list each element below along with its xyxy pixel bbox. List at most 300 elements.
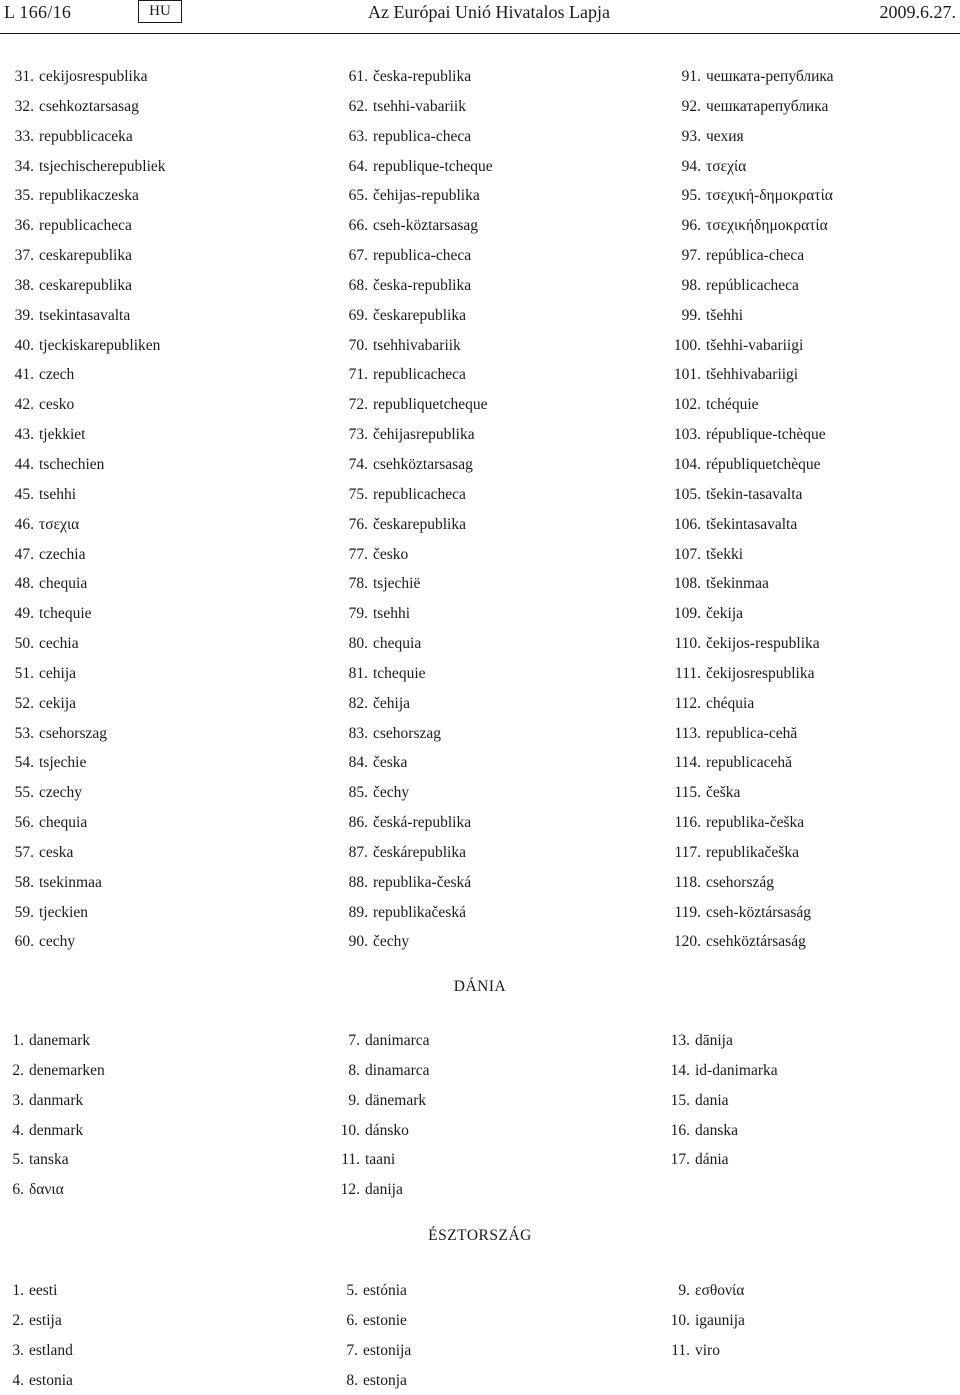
item-number: 80. (348, 635, 368, 653)
item-number: 60. (14, 933, 34, 951)
list-item (4, 689, 166, 719)
item-text: tsehhi-vabariik (373, 97, 466, 115)
item-number: 2. (12, 1311, 24, 1329)
estonia-list-column-2 (338, 1276, 411, 1395)
item-text: cekija (39, 694, 77, 712)
item-number: 53. (14, 724, 34, 742)
item-number: 39. (14, 306, 34, 324)
item-number: 118. (674, 873, 701, 891)
item-text: republiquetcheque (373, 396, 488, 414)
list-item (338, 122, 493, 152)
item-text: csehorszag (39, 724, 107, 742)
item-number: 9. (348, 1091, 360, 1109)
list-item (338, 838, 493, 868)
item-text: tsekintasavalta (39, 306, 131, 324)
item-text: tsjechischerepubliek (39, 157, 166, 175)
list-item (338, 569, 493, 599)
item-number: 47. (14, 545, 34, 563)
list-item (4, 569, 166, 599)
item-number: 75. (348, 485, 368, 503)
item-number: 8. (348, 1061, 360, 1079)
item-text: ceskarepublika (39, 276, 132, 294)
list-item (4, 1086, 105, 1116)
item-number: 13. (670, 1032, 690, 1049)
item-text: dänemark (365, 1091, 427, 1109)
list-item (338, 808, 493, 838)
list-item (4, 122, 166, 152)
list-item (338, 1276, 411, 1306)
item-number: 48. (14, 575, 34, 593)
page-header (0, 0, 960, 32)
item-text: république-tchèque (706, 426, 826, 444)
item-text: čechy (373, 784, 410, 802)
item-number: 86. (348, 814, 368, 832)
item-number: 56. (14, 814, 34, 832)
item-text: tsjechie (39, 754, 87, 772)
list-item (338, 331, 493, 361)
item-text: república-checa (706, 247, 805, 265)
item-text: tšehhivabariigi (706, 366, 799, 384)
list-item (338, 629, 493, 659)
list-item (663, 510, 834, 540)
item-number: 90. (348, 933, 368, 951)
item-number: 83. (348, 724, 368, 742)
item-number: 95. (681, 187, 701, 205)
item-number: 70. (348, 336, 368, 354)
list-item (663, 360, 834, 390)
item-number: 117. (674, 843, 701, 861)
item-number: 9. (678, 1282, 690, 1299)
item-number: 114. (674, 754, 701, 772)
item-text: česka-republika (373, 276, 472, 294)
item-number: 52. (14, 694, 34, 712)
item-number: 92. (681, 97, 701, 115)
list-item (338, 450, 493, 480)
item-number: 82. (348, 694, 368, 712)
list-item (663, 927, 834, 957)
item-number: 1. (12, 1282, 24, 1299)
list-item (663, 420, 834, 450)
item-text: čehija (373, 694, 411, 712)
list-item (4, 599, 166, 629)
item-text: tšekinmaa (706, 575, 769, 593)
item-number: 107. (673, 545, 701, 563)
list-item (338, 719, 493, 749)
denmark-list-column-2 (334, 1026, 430, 1205)
list-item (338, 241, 493, 271)
item-number: 68. (348, 276, 368, 294)
item-text: republika-česká (373, 873, 472, 891)
item-number: 106. (673, 515, 701, 533)
list-item (338, 181, 493, 211)
item-text: τσεχια (39, 515, 80, 533)
list-item (338, 778, 493, 808)
list-item (663, 92, 834, 122)
item-text: estonia (29, 1371, 73, 1389)
item-number: 43. (14, 426, 34, 444)
list-item (4, 838, 166, 868)
item-text: τσεχία (706, 157, 747, 175)
item-number: 32. (14, 97, 34, 115)
list-item (338, 271, 493, 301)
item-text: chéquia (706, 694, 755, 712)
item-text: tanska (29, 1151, 69, 1169)
item-text: tchequie (373, 664, 426, 682)
item-text: cseh-köztarsasag (373, 217, 479, 235)
item-number: 57. (14, 843, 34, 861)
list-item (663, 122, 834, 152)
item-text: danmark (29, 1091, 84, 1109)
item-number: 84. (348, 754, 368, 772)
item-number: 38. (14, 276, 34, 294)
item-number: 36. (14, 217, 34, 235)
list-item (338, 360, 493, 390)
header-divider (0, 33, 960, 34)
list-item (338, 211, 493, 241)
item-text: tsjechië (373, 575, 421, 593)
item-text: cechy (39, 933, 76, 951)
item-number: 119. (674, 903, 701, 921)
estonia-list-column-3 (664, 1276, 745, 1366)
item-text: tšekin-tasavalta (706, 485, 803, 503)
item-text: chequia (39, 575, 88, 593)
list-item (4, 92, 166, 122)
item-text: tšekintasavalta (706, 515, 798, 533)
item-text: czechy (39, 784, 83, 802)
list-item (664, 1306, 745, 1336)
item-number: 112. (674, 694, 701, 712)
list-item (4, 480, 166, 510)
list-item (4, 808, 166, 838)
item-number: 49. (14, 605, 34, 623)
list-item (334, 1056, 430, 1086)
list-item (663, 868, 834, 898)
list-item (338, 898, 493, 928)
item-number: 74. (348, 455, 368, 473)
item-number: 6. (346, 1311, 358, 1329)
list-item (4, 450, 166, 480)
list-item (4, 927, 166, 957)
item-text: ceskarepublika (39, 247, 132, 265)
item-text: čekija (706, 605, 744, 623)
item-number: 3. (12, 1091, 24, 1109)
item-number: 37. (14, 247, 34, 265)
item-number: 31. (14, 68, 34, 85)
item-text: tschechien (39, 455, 105, 473)
item-text: tjekkiet (39, 426, 86, 444)
item-text: česka-republika (373, 68, 472, 85)
item-text: čekijos-respublika (706, 635, 820, 653)
list-item (663, 689, 834, 719)
item-text: républiquetchèque (706, 455, 821, 473)
item-text: čechy (373, 933, 410, 951)
item-number: 97. (681, 247, 701, 265)
list-item (338, 92, 493, 122)
list-item (4, 540, 166, 570)
item-text: csehorszag (373, 724, 441, 742)
list-item (338, 540, 493, 570)
list-item (4, 181, 166, 211)
item-text: českárepublika (373, 843, 466, 861)
item-number: 50. (14, 635, 34, 653)
item-text: dānija (695, 1032, 733, 1049)
item-number: 54. (14, 754, 34, 772)
list-item (663, 211, 834, 241)
list-item (338, 868, 493, 898)
item-text: republicacheca (39, 217, 132, 235)
item-text: dánia (695, 1151, 729, 1169)
item-number: 45. (14, 485, 34, 503)
item-text: estónia (363, 1282, 407, 1299)
item-text: estland (29, 1341, 73, 1359)
item-text: dinamarca (365, 1061, 430, 1079)
list-item (338, 748, 493, 778)
list-item (4, 1306, 73, 1336)
item-number: 64. (348, 157, 368, 175)
list-item (338, 480, 493, 510)
item-text: τσεχικήδημοκρατία (706, 217, 828, 235)
item-number: 113. (674, 724, 701, 742)
item-text: českarepublika (373, 306, 466, 324)
list-item (664, 1026, 778, 1056)
item-number: 51. (14, 664, 34, 682)
item-text: tšehhi-vabariigi (706, 336, 804, 354)
list-item (4, 211, 166, 241)
item-number: 10. (670, 1311, 690, 1329)
item-text: cseh-köztársaság (706, 903, 812, 921)
item-number: 5. (12, 1151, 24, 1169)
item-number: 7. (346, 1341, 358, 1359)
item-text: czech (39, 366, 75, 384)
czech-list-column-1 (4, 62, 166, 957)
item-number: 100. (673, 336, 701, 354)
list-item (663, 301, 834, 331)
list-item (4, 1056, 105, 1086)
list-item (4, 510, 166, 540)
item-text: dánsko (365, 1121, 409, 1139)
item-text: danska (695, 1121, 739, 1139)
item-text: republika-češka (706, 814, 805, 832)
item-text: republica-checa (373, 247, 472, 265)
item-text: danimarca (365, 1032, 430, 1049)
language-code-box: HU (138, 0, 182, 23)
page-number: L 166/16 (4, 2, 72, 22)
list-item (4, 1175, 105, 1205)
item-text: česko (373, 545, 409, 563)
item-text: taani (365, 1151, 396, 1169)
item-text: csehköztársaság (706, 933, 806, 951)
item-text: id-danimarka (695, 1061, 778, 1079)
list-item (664, 1336, 745, 1366)
item-text: tjeckien (39, 903, 89, 921)
item-number: 11. (671, 1341, 690, 1359)
item-number: 87. (348, 843, 368, 861)
item-text: tšekki (706, 545, 744, 563)
list-item (663, 569, 834, 599)
item-text: τσεχική-δημοκρατία (706, 187, 833, 205)
item-number: 16. (670, 1121, 690, 1139)
item-text: denmark (29, 1121, 84, 1139)
estonia-list-column-1 (4, 1276, 73, 1395)
item-number: 59. (14, 903, 34, 921)
item-number: 6. (12, 1181, 24, 1199)
item-text: tsekinmaa (39, 873, 102, 891)
item-text: republica-cehă (706, 724, 798, 742)
item-text: csehköztarsasag (373, 455, 473, 473)
item-text: republikaczeska (39, 187, 139, 205)
list-item (664, 1116, 778, 1146)
item-text: danija (365, 1181, 403, 1199)
item-number: 44. (14, 455, 34, 473)
item-text: republicacheca (373, 366, 466, 384)
item-text: tsehhi (39, 485, 77, 503)
list-item (4, 390, 166, 420)
list-item (338, 301, 493, 331)
item-number: 15. (670, 1091, 690, 1109)
list-item (338, 599, 493, 629)
item-text: cechia (39, 635, 79, 653)
item-number: 111. (675, 664, 701, 682)
item-number: 10. (340, 1121, 360, 1139)
list-item (4, 331, 166, 361)
item-text: чешкатарепублика (706, 97, 829, 115)
item-number: 115. (674, 784, 701, 802)
item-text: igaunija (695, 1311, 745, 1329)
item-number: 96. (681, 217, 701, 235)
item-number: 116. (674, 814, 701, 832)
list-item (338, 1366, 411, 1395)
item-text: chequia (39, 814, 88, 832)
list-item (338, 1336, 411, 1366)
list-item (4, 1366, 73, 1395)
item-text: tsehhivabariik (373, 336, 461, 354)
item-number: 58. (14, 873, 34, 891)
list-item (663, 241, 834, 271)
item-text: cesko (39, 396, 75, 414)
list-item (4, 1116, 105, 1146)
publication-date: 2009.6.27. (879, 2, 956, 22)
item-number: 103. (673, 426, 701, 444)
item-number: 62. (348, 97, 368, 115)
item-number: 99. (681, 306, 701, 324)
item-number: 4. (12, 1371, 24, 1389)
list-item (334, 1175, 430, 1205)
item-text: tchéquie (706, 396, 759, 414)
item-text: českarepublika (373, 515, 466, 533)
list-item (663, 838, 834, 868)
item-text: denemarken (29, 1061, 105, 1079)
list-item (4, 868, 166, 898)
list-item (334, 1026, 430, 1056)
list-item (4, 62, 166, 92)
item-text: ceska (39, 843, 74, 861)
item-number: 98. (681, 276, 701, 294)
item-number: 78. (348, 575, 368, 593)
item-number: 94. (681, 157, 701, 175)
list-item (663, 629, 834, 659)
list-item (663, 480, 834, 510)
item-text: cehija (39, 664, 77, 682)
item-number: 8. (346, 1371, 358, 1389)
item-number: 3. (12, 1341, 24, 1359)
item-number: 63. (348, 127, 368, 145)
item-number: 34. (14, 157, 34, 175)
item-text: estija (29, 1311, 62, 1329)
item-number: 93. (681, 127, 701, 145)
list-item (4, 271, 166, 301)
list-item (4, 1336, 73, 1366)
item-number: 14. (670, 1061, 690, 1079)
list-item (663, 599, 834, 629)
item-number: 91. (681, 68, 701, 85)
list-item (334, 1086, 430, 1116)
list-item (4, 1276, 73, 1306)
item-text: chequia (373, 635, 422, 653)
item-number: 35. (14, 187, 34, 205)
list-item (664, 1276, 745, 1306)
denmark-list-column-3 (664, 1026, 778, 1175)
list-item (338, 689, 493, 719)
item-text: estonie (363, 1311, 407, 1329)
item-text: republique-tcheque (373, 157, 493, 175)
item-number: 102. (673, 396, 701, 414)
list-item (663, 62, 834, 92)
item-text: čehijas-republika (373, 187, 480, 205)
list-item (663, 778, 834, 808)
list-item (663, 450, 834, 480)
item-number: 1. (12, 1032, 24, 1049)
item-text: estonija (363, 1341, 412, 1359)
item-number: 11. (341, 1151, 360, 1169)
item-number: 110. (674, 635, 701, 653)
item-number: 105. (673, 485, 701, 503)
item-text: repubblicaceka (39, 127, 133, 145)
list-item (338, 1306, 411, 1336)
denmark-list-column-1 (4, 1026, 105, 1205)
item-number: 79. (348, 605, 368, 623)
item-text: tjeckiskarepubliken (39, 336, 161, 354)
journal-title: Az Európai Unió Hivatalos Lapja (368, 2, 610, 22)
item-number: 120. (673, 933, 701, 951)
list-item (664, 1145, 778, 1175)
list-item (663, 271, 834, 301)
item-number: 71. (348, 366, 368, 384)
item-number: 4. (12, 1121, 24, 1139)
item-text: tchequie (39, 605, 92, 623)
item-number: 46. (14, 515, 34, 533)
item-number: 41. (14, 366, 34, 384)
item-text: republikačeška (706, 843, 799, 861)
item-text: tšehhi (706, 306, 744, 324)
item-number: 72. (348, 396, 368, 414)
item-number: 40. (14, 336, 34, 354)
list-item (4, 152, 166, 182)
list-item (4, 629, 166, 659)
list-item (4, 748, 166, 778)
list-item (663, 898, 834, 928)
item-number: 61. (348, 68, 368, 85)
list-item (663, 331, 834, 361)
item-number: 81. (348, 664, 368, 682)
list-item (4, 1026, 105, 1056)
item-number: 65. (348, 187, 368, 205)
list-item (4, 719, 166, 749)
item-number: 89. (348, 903, 368, 921)
item-number: 101. (673, 366, 701, 384)
list-item (663, 181, 834, 211)
list-item (4, 360, 166, 390)
item-number: 42. (14, 396, 34, 414)
